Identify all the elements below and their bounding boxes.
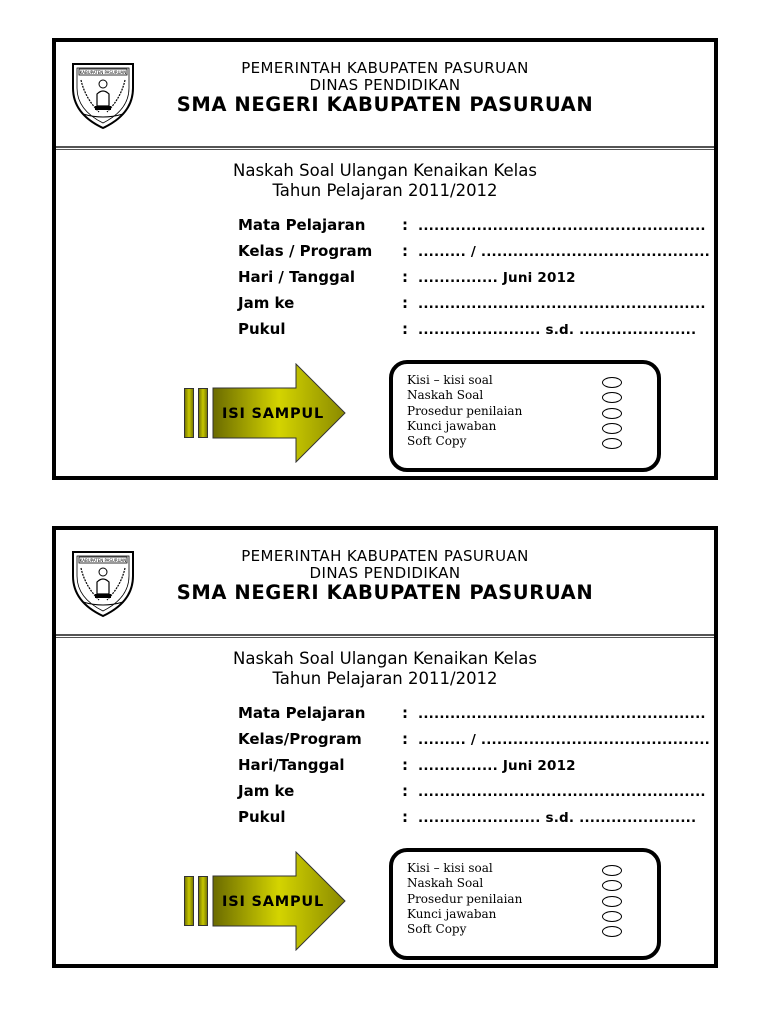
contents-checklist (389, 360, 661, 472)
letterhead-department: DINAS PENDIDIKAN (309, 76, 461, 94)
document-title: Naskah Soal Ulangan Kenaikan Kelas (233, 161, 537, 180)
field-value-period: ...................................................... (418, 296, 706, 312)
field-value-date: ............... Juni 2012 (418, 758, 576, 774)
checklist-item: Kisi – kisi soal (407, 373, 493, 387)
document-title: Naskah Soal Ulangan Kenaikan Kelas (233, 649, 537, 668)
letterhead (56, 530, 714, 634)
letterhead-government: PEMERINTAH KABUPATEN PASURUAN (241, 547, 529, 565)
field-colon: : (402, 242, 408, 260)
checkbox-oval[interactable] (602, 408, 622, 419)
checklist-item: Soft Copy (407, 922, 467, 936)
decorative-bar (198, 388, 208, 438)
checkbox-oval[interactable] (602, 880, 622, 891)
letterhead (56, 42, 714, 146)
checkbox-oval[interactable] (602, 865, 622, 876)
field-label-class: Kelas/Program (238, 730, 362, 748)
field-value-class: ......... / ........................................... (418, 244, 711, 260)
checkbox-oval[interactable] (602, 896, 622, 907)
academic-year: Tahun Pelajaran 2011/2012 (272, 181, 498, 200)
field-label-time: Pukul (238, 320, 286, 338)
isi-sampul-label: ISI SAMPUL (222, 406, 325, 422)
checklist-item: Kunci jawaban (407, 907, 497, 921)
field-colon: : (402, 216, 408, 234)
checklist-item: Prosedur penilaian (407, 404, 523, 418)
field-colon: : (402, 268, 408, 286)
checklist-item: Kunci jawaban (407, 419, 497, 433)
field-label-class: Kelas / Program (238, 242, 373, 260)
field-value-subject: ...................................................... (418, 706, 706, 722)
header-divider (56, 146, 714, 150)
field-label-date: Hari / Tanggal (238, 268, 355, 286)
field-colon: : (402, 704, 408, 722)
field-label-time: Pukul (238, 808, 286, 826)
isi-sampul-label: ISI SAMPUL (222, 894, 325, 910)
academic-year: Tahun Pelajaran 2011/2012 (272, 669, 498, 688)
field-value-class: ......... / ........................................... (418, 732, 711, 748)
checkbox-oval[interactable] (602, 911, 622, 922)
field-value-period: ...................................................... (418, 784, 706, 800)
header-divider (56, 634, 714, 638)
svg-text:KABUPATEN PASURUAN: KABUPATEN PASURUAN (79, 558, 127, 563)
checklist-item: Naskah Soal (407, 876, 484, 890)
field-colon: : (402, 782, 408, 800)
field-value-subject: ...................................................... (418, 218, 706, 234)
field-value-time: ....................... s.d. ...................... (418, 322, 697, 338)
field-label-subject: Mata Pelajaran (238, 704, 366, 722)
checklist-item: Naskah Soal (407, 388, 484, 402)
field-label-period: Jam ke (238, 782, 295, 800)
checkbox-oval[interactable] (602, 377, 622, 388)
checkbox-oval[interactable] (602, 392, 622, 403)
svg-text:KABUPATEN PASURUAN: KABUPATEN PASURUAN (79, 70, 127, 75)
field-colon: : (402, 294, 408, 312)
letterhead-school: SMA NEGERI KABUPATEN PASURUAN (176, 93, 594, 116)
field-label-date: Hari/Tanggal (238, 756, 345, 774)
checkbox-oval[interactable] (602, 423, 622, 434)
field-label-subject: Mata Pelajaran (238, 216, 366, 234)
checkbox-oval[interactable] (602, 926, 622, 937)
checklist-item: Prosedur penilaian (407, 892, 523, 906)
checklist-item: Kisi – kisi soal (407, 861, 493, 875)
contents-checklist (389, 848, 661, 960)
field-label-period: Jam ke (238, 294, 295, 312)
field-colon: : (402, 320, 408, 338)
field-colon: : (402, 756, 408, 774)
letterhead-government: PEMERINTAH KABUPATEN PASURUAN (241, 59, 529, 77)
checkbox-oval[interactable] (602, 438, 622, 449)
cover-card-1 (52, 38, 718, 480)
decorative-bar (184, 388, 194, 438)
field-colon: : (402, 730, 408, 748)
letterhead-department: DINAS PENDIDIKAN (309, 564, 461, 582)
field-value-time: ....................... s.d. ...................... (418, 810, 697, 826)
field-value-date: ............... Juni 2012 (418, 270, 576, 286)
decorative-bar (198, 876, 208, 926)
field-colon: : (402, 808, 408, 826)
letterhead-school: SMA NEGERI KABUPATEN PASURUAN (176, 581, 594, 604)
decorative-bar (184, 876, 194, 926)
cover-card-2 (52, 526, 718, 968)
checklist-item: Soft Copy (407, 434, 467, 448)
